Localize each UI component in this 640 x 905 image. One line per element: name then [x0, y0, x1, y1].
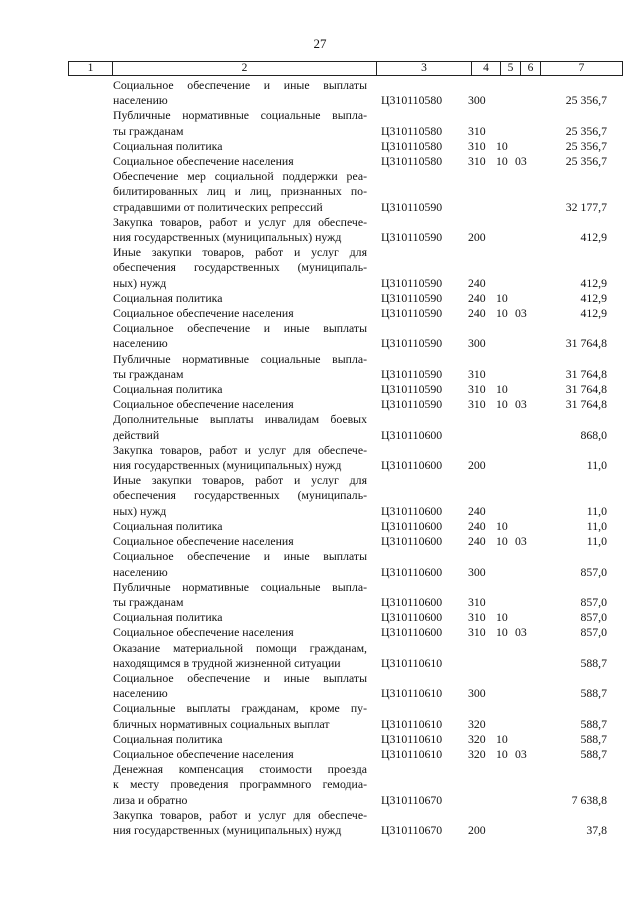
- row-name-line: Публичные нормативные социальные выпла-: [113, 579, 367, 594]
- row-col-6: 03: [515, 746, 527, 761]
- row-code: Ц310110610: [381, 716, 443, 731]
- row-name-line: обеспечения государственных (муниципаль-: [113, 260, 367, 275]
- row-col-4: 310: [468, 123, 486, 138]
- row-col-6: 03: [515, 154, 527, 169]
- row-code: Ц310110600: [381, 610, 443, 625]
- row-amount: 25 356,7: [565, 123, 607, 138]
- table-row: [0, 215, 640, 245]
- row-name: [113, 625, 367, 640]
- row-name-line: находящимся в трудной жизненной ситуации: [113, 655, 341, 670]
- row-name: [113, 169, 367, 215]
- row-col-4: 240: [468, 290, 486, 305]
- header-col-6: 6: [521, 62, 541, 75]
- row-code: Ц310110600: [381, 625, 443, 640]
- table-row: [0, 808, 640, 838]
- row-name-line: Социальное обеспечение населения: [113, 534, 294, 549]
- row-code: Ц310110590: [381, 397, 443, 412]
- row-name-line: Иные закупки товаров, работ и услуг для: [113, 245, 367, 260]
- row-col-4: 320: [468, 746, 486, 761]
- row-name-line: Иные закупки товаров, работ и услуг для: [113, 473, 367, 488]
- header-col-4: 4: [472, 62, 501, 75]
- row-amount: 25 356,7: [565, 154, 607, 169]
- row-amount: 857,0: [580, 610, 607, 625]
- row-col-5: 10: [496, 290, 508, 305]
- table-row: [0, 671, 640, 701]
- row-amount: 857,0: [580, 564, 607, 579]
- row-name-line: страдавшими от политических репрессий: [113, 199, 323, 214]
- row-code: Ц310110580: [381, 93, 443, 108]
- row-name: [113, 412, 367, 442]
- row-name-line: Социальное обеспечение населения: [113, 306, 294, 321]
- row-amount: 31 764,8: [565, 397, 607, 412]
- table-row: [0, 549, 640, 579]
- row-col-4: 310: [468, 366, 486, 381]
- row-name: [113, 443, 367, 473]
- row-name: [113, 747, 367, 762]
- row-name-line: населению: [113, 336, 168, 351]
- row-code: Ц310110600: [381, 594, 443, 609]
- table-row: [0, 352, 640, 382]
- row-name: [113, 108, 367, 138]
- row-name-line: Публичные нормативные социальные выпла-: [113, 108, 367, 123]
- row-name-line: Социальное обеспечение и иные выплаты: [113, 549, 367, 564]
- row-col-5: 10: [496, 518, 508, 533]
- row-name: [113, 534, 367, 549]
- row-col-4: 310: [468, 610, 486, 625]
- table-row: [0, 641, 640, 671]
- row-name: [113, 154, 367, 169]
- row-name: [113, 291, 367, 306]
- row-amount: 868,0: [580, 427, 607, 442]
- header-col-1: 1: [69, 62, 113, 75]
- row-col-6: 03: [515, 397, 527, 412]
- row-name: [113, 306, 367, 321]
- row-col-5: 10: [496, 397, 508, 412]
- row-name-line: населению: [113, 93, 168, 108]
- row-name-line: обеспечения государственных (муниципаль-: [113, 488, 367, 503]
- row-code: Ц310110600: [381, 427, 443, 442]
- table-row: [0, 443, 640, 473]
- row-amount: 25 356,7: [565, 138, 607, 153]
- row-col-4: 320: [468, 716, 486, 731]
- row-name: [113, 671, 367, 701]
- table-row: [0, 580, 640, 610]
- row-name-line: Социальное обеспечение населения: [113, 625, 294, 640]
- row-name-line: Социальное обеспечение населения: [113, 154, 294, 169]
- row-col-5: 10: [496, 382, 508, 397]
- row-col-6: 03: [515, 534, 527, 549]
- row-code: Ц310110580: [381, 154, 443, 169]
- row-col-4: 310: [468, 138, 486, 153]
- row-name-line: Социальное обеспечение и иные выплаты: [113, 321, 367, 336]
- row-col-4: 310: [468, 594, 486, 609]
- row-col-5: 10: [496, 534, 508, 549]
- row-name-line: ты гражданам: [113, 123, 184, 138]
- row-name-line: Социальная политика: [113, 138, 223, 153]
- row-amount: 31 764,8: [565, 366, 607, 381]
- table-row: [0, 245, 640, 291]
- table-row: [0, 412, 640, 442]
- row-code: Ц310110600: [381, 458, 443, 473]
- row-code: Ц310110590: [381, 366, 443, 381]
- table-row: [0, 154, 640, 169]
- row-col-4: 240: [468, 275, 486, 290]
- table-row: [0, 701, 640, 731]
- row-amount: 857,0: [580, 625, 607, 640]
- row-col-4: 300: [468, 336, 486, 351]
- row-code: Ц310110610: [381, 655, 443, 670]
- row-name-line: ных) нужд: [113, 275, 167, 290]
- row-col-4: 200: [468, 822, 486, 837]
- row-col-4: 240: [468, 503, 486, 518]
- row-amount: 7 638,8: [571, 792, 607, 807]
- table-row: [0, 306, 640, 321]
- row-name: [113, 519, 367, 534]
- row-col-5: 10: [496, 625, 508, 640]
- row-name-line: ты гражданам: [113, 366, 184, 381]
- row-code: Ц310110590: [381, 336, 443, 351]
- row-code: Ц310110610: [381, 746, 443, 761]
- row-name-line: Социальное обеспечение и иные выплаты: [113, 78, 367, 92]
- row-name: [113, 580, 367, 610]
- row-name-line: Социальное обеспечение населения: [113, 746, 294, 761]
- row-amount: 412,9: [580, 275, 607, 290]
- row-name: [113, 610, 367, 625]
- row-code: Ц310110580: [381, 138, 443, 153]
- row-code: Ц310110590: [381, 275, 443, 290]
- row-code: Ц310110590: [381, 290, 443, 305]
- table-row: [0, 382, 640, 397]
- row-name: [113, 701, 367, 731]
- row-col-5: 10: [496, 306, 508, 321]
- row-code: Ц310110580: [381, 123, 443, 138]
- row-col-4: 240: [468, 534, 486, 549]
- row-amount: 11,0: [586, 503, 607, 518]
- row-col-4: 310: [468, 625, 486, 640]
- table-row: [0, 519, 640, 534]
- row-col-4: 300: [468, 686, 486, 701]
- row-name: [113, 808, 367, 838]
- row-name-line: билитированных лиц и лиц, признанных по-: [113, 184, 367, 199]
- row-code: Ц310110610: [381, 731, 443, 746]
- row-code: Ц310110600: [381, 503, 443, 518]
- row-name-line: Оказание материальной помощи гражданам,: [113, 640, 367, 655]
- row-col-4: 310: [468, 397, 486, 412]
- row-col-4: 200: [468, 230, 486, 245]
- row-name-line: Публичные нормативные социальные выпла-: [113, 351, 367, 366]
- table-row: [0, 747, 640, 762]
- row-name: [113, 139, 367, 154]
- row-name-line: Социальное обеспечение населения: [113, 397, 294, 412]
- row-amount: 588,7: [580, 655, 607, 670]
- table-row: [0, 762, 640, 808]
- table-row: [0, 732, 640, 747]
- row-name-line: действий: [113, 427, 160, 442]
- row-code: Ц310110590: [381, 199, 443, 214]
- row-name-line: ных) нужд: [113, 503, 167, 518]
- header-col-5: 5: [501, 62, 521, 75]
- row-amount: 32 177,7: [565, 199, 607, 214]
- table-row: [0, 139, 640, 154]
- row-name-line: Дополнительные выплаты инвалидам боевых: [113, 412, 367, 427]
- row-col-5: 10: [496, 154, 508, 169]
- row-name-line: ты гражданам: [113, 594, 184, 609]
- row-col-4: 300: [468, 93, 486, 108]
- table-row: [0, 625, 640, 640]
- row-amount: 11,0: [586, 458, 607, 473]
- row-code: Ц310110670: [381, 792, 443, 807]
- row-amount: 37,8: [586, 822, 607, 837]
- row-name: [113, 245, 367, 291]
- row-name-line: Денежная компенсация стоимости проезда: [113, 762, 367, 777]
- row-col-4: 310: [468, 382, 486, 397]
- table-row: [0, 108, 640, 138]
- row-col-6: 03: [515, 625, 527, 640]
- row-amount: 588,7: [580, 686, 607, 701]
- row-name-line: Закупка товаров, работ и услуг для обеспече-: [113, 442, 367, 457]
- row-name-line: Социальные выплаты гражданам, кроме пу-: [113, 701, 367, 716]
- row-col-5: 10: [496, 731, 508, 746]
- row-code: Ц310110590: [381, 382, 443, 397]
- row-code: Ц310110600: [381, 534, 443, 549]
- header-col-2: 2: [113, 62, 377, 75]
- table-row: [0, 397, 640, 412]
- row-name-line: ния государственных (муниципальных) нужд: [113, 822, 342, 837]
- row-code: Ц310110610: [381, 686, 443, 701]
- budget-table-body: [0, 78, 640, 838]
- header-col-7: 7: [578, 62, 585, 74]
- table-row: [0, 169, 640, 215]
- row-name-line: Закупка товаров, работ и услуг для обеспече-: [113, 807, 367, 822]
- row-name: [113, 732, 367, 747]
- row-col-4: 240: [468, 518, 486, 533]
- row-col-4: 300: [468, 564, 486, 579]
- row-code: Ц310110590: [381, 306, 443, 321]
- table-row: [0, 473, 640, 519]
- row-name-line: Закупка товаров, работ и услуг для обеспече-: [113, 214, 367, 229]
- row-amount: 31 764,8: [565, 382, 607, 397]
- table-row: [0, 321, 640, 351]
- row-amount: 588,7: [580, 716, 607, 731]
- row-amount: 25 356,7: [565, 93, 607, 108]
- header-col-3: 3: [377, 62, 472, 75]
- row-name-line: Социальная политика: [113, 290, 223, 305]
- table-header: [68, 61, 623, 76]
- row-col-5: 10: [496, 138, 508, 153]
- row-name-line: бличных нормативных социальных выплат: [113, 716, 330, 731]
- table-row: [0, 78, 640, 108]
- row-name-line: ния государственных (муниципальных) нужд: [113, 230, 342, 245]
- row-name-line: населению: [113, 686, 168, 701]
- row-col-6: 03: [515, 306, 527, 321]
- row-name: [113, 78, 367, 108]
- table-row: [0, 610, 640, 625]
- row-name-line: Социальное обеспечение и иные выплаты: [113, 670, 367, 685]
- row-name: [113, 382, 367, 397]
- row-col-4: 200: [468, 458, 486, 473]
- table-row: [0, 534, 640, 549]
- row-col-4: 240: [468, 306, 486, 321]
- page-number: 27: [313, 36, 327, 51]
- row-col-5: 10: [496, 746, 508, 761]
- row-amount: 412,9: [580, 306, 607, 321]
- row-amount: 588,7: [580, 731, 607, 746]
- row-amount: 412,9: [580, 290, 607, 305]
- row-name-line: Социальная политика: [113, 610, 223, 625]
- row-name-line: ния государственных (муниципальных) нужд: [113, 458, 342, 473]
- row-name-line: лиза и обратно: [113, 792, 188, 807]
- table-row: [0, 291, 640, 306]
- row-name-line: Социальная политика: [113, 518, 223, 533]
- row-name: [113, 215, 367, 245]
- row-amount: 857,0: [580, 594, 607, 609]
- row-col-4: 320: [468, 731, 486, 746]
- row-name-line: населению: [113, 564, 168, 579]
- row-col-5: 10: [496, 610, 508, 625]
- row-code: Ц310110600: [381, 518, 443, 533]
- row-col-4: 310: [468, 154, 486, 169]
- row-name: [113, 397, 367, 412]
- row-amount: 31 764,8: [565, 336, 607, 351]
- row-code: Ц310110600: [381, 564, 443, 579]
- row-amount: 11,0: [586, 534, 607, 549]
- row-name: [113, 352, 367, 382]
- row-code: Ц310110590: [381, 230, 443, 245]
- row-name: [113, 473, 367, 519]
- row-name: [113, 549, 367, 579]
- row-name: [113, 762, 367, 808]
- row-name: [113, 641, 367, 671]
- row-amount: 11,0: [586, 518, 607, 533]
- row-code: Ц310110670: [381, 822, 443, 837]
- row-name-line: Социальная политика: [113, 731, 223, 746]
- row-name-line: Обеспечение мер социальной поддержки реа-: [113, 169, 367, 184]
- row-name-line: к месту проведения программного гемодиа-: [113, 777, 367, 792]
- row-name: [113, 321, 367, 351]
- row-name-line: Социальная политика: [113, 382, 223, 397]
- row-amount: 588,7: [580, 746, 607, 761]
- row-amount: 412,9: [580, 230, 607, 245]
